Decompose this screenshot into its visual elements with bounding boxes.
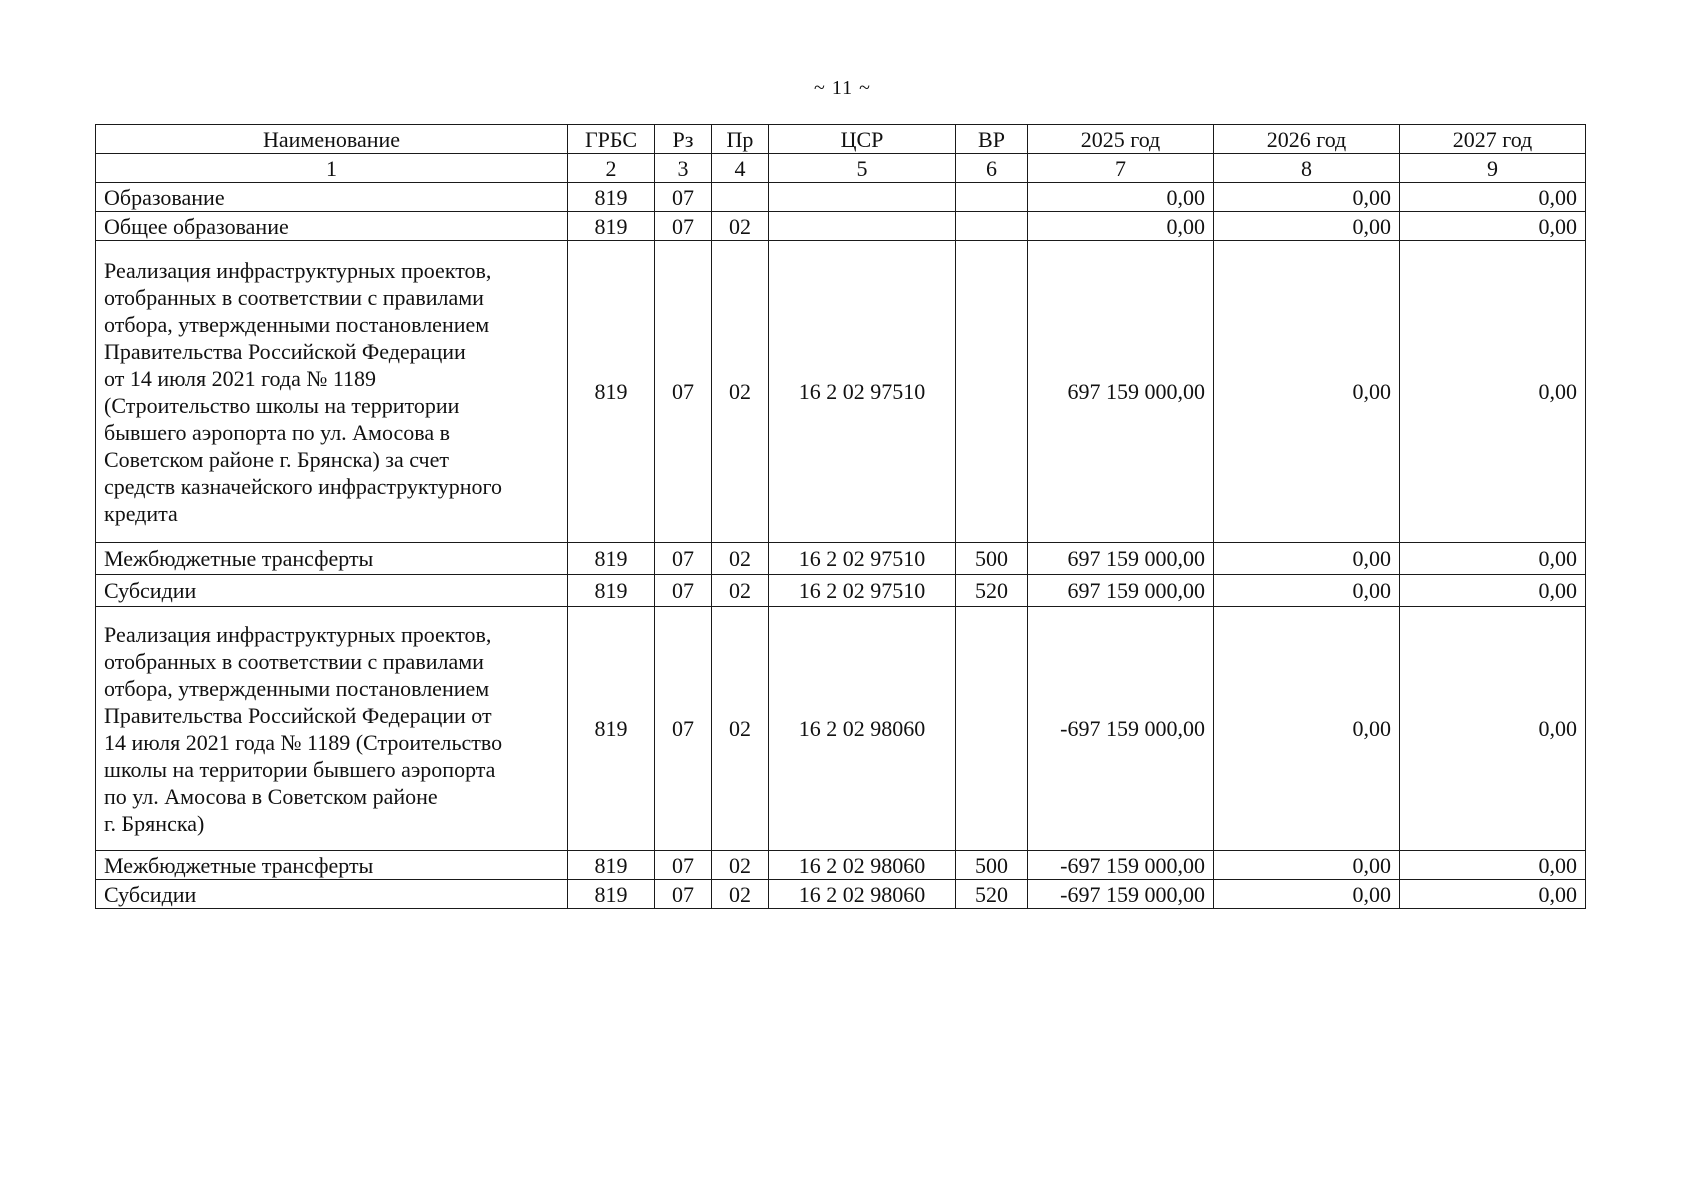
row-2026: 0,00 [1214,851,1400,880]
row-pr: 02 [712,241,769,543]
row-grbs: 819 [568,183,655,212]
row-2025: 0,00 [1028,212,1214,241]
row-name-line: Реализация инфраструктурных проектов, [104,257,492,283]
row-2025: -697 159 000,00 [1028,880,1214,909]
header-2025: 2025 год [1028,125,1214,154]
header-row [96,125,1586,154]
row-name-line: Реализация инфраструктурных проектов, [104,621,492,647]
row-rz: 07 [655,183,712,212]
row-name-line: отобранных в соответствии с правилами [104,648,484,674]
row-name-line: от 14 июля 2021 года № 1189 [104,365,377,391]
row-rz: 07 [655,543,712,575]
row-vr: 520 [956,575,1028,607]
header-rz: Рз [655,125,712,154]
row-grbs: 819 [568,543,655,575]
row-grbs: 819 [568,880,655,909]
row-name-line: бывшего аэропорта по ул. Амосова в [104,419,451,445]
table-row [96,851,1586,880]
row-2025: 697 159 000,00 [1028,543,1214,575]
row-csr: 16 2 02 98060 [769,607,956,851]
column-number: 4 [712,154,769,183]
row-2026: 0,00 [1214,212,1400,241]
row-name: Субсидии [96,880,568,909]
row-name: Образование [96,183,568,212]
row-name-line: Правительства Российской Федерации [104,338,466,364]
row-grbs: 819 [568,851,655,880]
column-number: 2 [568,154,655,183]
row-2026: 0,00 [1214,607,1400,851]
row-grbs: 819 [568,607,655,851]
row-pr: 02 [712,575,769,607]
row-name-line: по ул. Амосова в Советском районе [104,783,438,809]
row-pr: 02 [712,607,769,851]
header-2026: 2026 год [1214,125,1400,154]
row-2025: 697 159 000,00 [1028,241,1214,543]
row-rz: 07 [655,880,712,909]
row-csr: 16 2 02 98060 [769,880,956,909]
row-rz: 07 [655,212,712,241]
row-grbs: 819 [568,212,655,241]
column-number-row [96,154,1586,183]
row-2026: 0,00 [1214,543,1400,575]
header-grbs: ГРБС [568,125,655,154]
row-csr [769,212,956,241]
row-2025: -697 159 000,00 [1028,607,1214,851]
row-csr: 16 2 02 97510 [769,575,956,607]
row-rz: 07 [655,241,712,543]
column-number: 8 [1214,154,1400,183]
row-2026: 0,00 [1214,241,1400,543]
row-name-line: Советском районе г. Брянска) за счет [104,446,449,472]
row-vr: 500 [956,851,1028,880]
row-csr: 16 2 02 97510 [769,241,956,543]
row-name-line: 14 июля 2021 года № 1189 (Строительство [104,729,503,755]
row-rz: 07 [655,607,712,851]
table-row [96,880,1586,909]
column-number: 6 [956,154,1028,183]
row-2026: 0,00 [1214,183,1400,212]
row-grbs: 819 [568,575,655,607]
row-vr [956,212,1028,241]
header-vr: ВР [956,125,1028,154]
header-name: Наименование [96,125,568,154]
column-number: 7 [1028,154,1214,183]
row-2027: 0,00 [1400,543,1586,575]
table-row [96,212,1586,241]
row-csr: 16 2 02 97510 [769,543,956,575]
table-row [96,241,1586,543]
row-name-line: (Строительство школы на территории [104,392,460,418]
row-name-line: отобранных в соответствии с правилами [104,284,484,310]
row-pr: 02 [712,880,769,909]
row-2027: 0,00 [1400,212,1586,241]
row-pr [712,183,769,212]
row-name [96,607,568,851]
row-vr [956,183,1028,212]
row-name-line: отбора, утвержденными постановлением [104,311,490,337]
column-number: 1 [96,154,568,183]
column-number: 3 [655,154,712,183]
row-2027: 0,00 [1400,183,1586,212]
row-2025: 0,00 [1028,183,1214,212]
row-name: Общее образование [96,212,568,241]
row-2026: 0,00 [1214,880,1400,909]
row-vr: 520 [956,880,1028,909]
column-number: 5 [769,154,956,183]
header-pr: Пр [712,125,769,154]
table-row [96,607,1586,851]
row-2027: 0,00 [1400,607,1586,851]
row-csr [769,183,956,212]
page-number: ~ 11 ~ [814,77,871,99]
row-name-line: кредита [104,500,178,526]
row-name: Межбюджетные трансферты [96,851,568,880]
row-pr: 02 [712,212,769,241]
row-name-line: Правительства Российской Федерации от [104,702,492,728]
row-name: Межбюджетные трансферты [96,543,568,575]
row-grbs: 819 [568,241,655,543]
row-2027: 0,00 [1400,241,1586,543]
row-rz: 07 [655,851,712,880]
column-number: 9 [1400,154,1586,183]
table-row [96,575,1586,607]
row-2026: 0,00 [1214,575,1400,607]
row-pr: 02 [712,851,769,880]
row-pr: 02 [712,543,769,575]
row-vr [956,607,1028,851]
row-vr: 500 [956,543,1028,575]
row-2025: 697 159 000,00 [1028,575,1214,607]
row-name: Субсидии [96,575,568,607]
row-csr: 16 2 02 98060 [769,851,956,880]
row-name-line: г. Брянска) [104,810,205,836]
table-row [96,543,1586,575]
row-2027: 0,00 [1400,575,1586,607]
row-name [96,241,568,543]
row-vr [956,241,1028,543]
row-2025: -697 159 000,00 [1028,851,1214,880]
row-rz: 07 [655,575,712,607]
row-2027: 0,00 [1400,880,1586,909]
row-name-line: отбора, утвержденными постановлением [104,675,490,701]
header-csr: ЦСР [769,125,956,154]
row-name-line: средств казначейского инфраструктурного [104,473,502,499]
table-row [96,183,1586,212]
header-2027: 2027 год [1400,125,1586,154]
budget-table [95,124,1586,909]
row-2027: 0,00 [1400,851,1586,880]
row-name-line: школы на территории бывшего аэропорта [104,756,496,782]
